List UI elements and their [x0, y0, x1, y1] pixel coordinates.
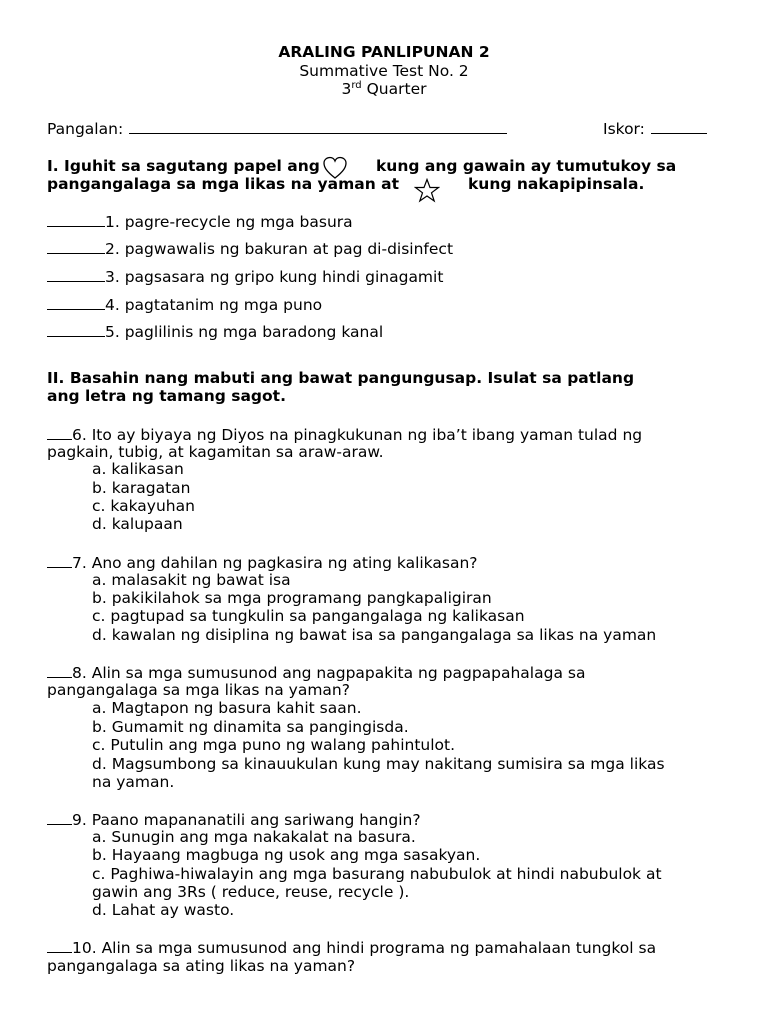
name-field[interactable] — [47, 119, 507, 139]
part1-instr-d: kung nakapipinsala. — [468, 175, 645, 193]
q6-option-c: c. kakayuhan — [92, 497, 195, 515]
q7-option-b: b. pakikilahok sa mga programang pangkapaligiran — [92, 589, 492, 607]
part1-item-4[interactable]: 4. pagtatanim ng mga puno — [47, 295, 322, 315]
score-label: Iskor: — [603, 120, 645, 138]
answer-blank[interactable] — [47, 322, 105, 337]
test-subtitle: Summative Test No. 2 — [299, 62, 469, 80]
answer-blank[interactable] — [47, 239, 105, 254]
q6-option-a: a. kalikasan — [92, 460, 184, 478]
part1-item-1[interactable]: 1. pagre-recycle ng mga basura — [47, 212, 353, 232]
q9-option-b: b. Hayaang magbuga ng usok ang mga sasakyan. — [92, 846, 481, 864]
q8-stem[interactable]: 8. Alin sa mga sumusunod ang nagpapakita ng pagpapahalaga sa — [47, 663, 585, 683]
q6-stem-cont: pagkain, tubig, at kagamitan sa araw-araw. — [47, 443, 384, 461]
part1-instr-a: I. Iguhit sa sagutang papel ang — [47, 157, 320, 175]
quarter-label: 3rd Quarter — [341, 79, 427, 98]
test-title: ARALING PANLIPUNAN 2 — [278, 43, 490, 61]
q9-option-d: d. Lahat ay wasto. — [92, 901, 235, 919]
answer-blank[interactable] — [47, 810, 72, 825]
q8-option-b: b. Gumamit ng dinamita sa pangingisda. — [92, 718, 409, 736]
name-blank[interactable] — [129, 119, 507, 134]
star-icon — [414, 178, 440, 203]
answer-blank[interactable] — [47, 267, 105, 282]
score-blank[interactable] — [651, 119, 707, 134]
score-field[interactable] — [603, 119, 707, 139]
q7-option-a: a. malasakit ng bawat isa — [92, 571, 291, 589]
q6-option-d: d. kalupaan — [92, 515, 183, 533]
q8-option-c: c. Putulin ang mga puno ng walang pahintulot. — [92, 736, 456, 754]
q8-option-d: d. Magsumbong sa kinauukulan kung may nakitang sumisira sa mga likas — [92, 755, 665, 773]
name-label: Pangalan: — [47, 120, 124, 138]
q10-stem[interactable]: 10. Alin sa mga sumusunod ang hindi programa ng pamahalaan tungkol sa — [47, 938, 656, 958]
q6-stem[interactable]: 6. Ito ay biyaya ng Diyos na pinagkukunan ng iba’t ibang yaman tulad ng — [47, 425, 642, 445]
q7-option-c: c. pagtupad sa tungkulin sa pangangalaga ng kalikasan — [92, 607, 525, 625]
part1-item-5[interactable]: 5. paglilinis ng mga baradong kanal — [47, 322, 383, 342]
q7-option-d: d. kawalan ng disiplina ng bawat isa sa pangangalaga sa likas na yaman — [92, 626, 657, 644]
answer-blank[interactable] — [47, 938, 72, 953]
part1-item-2[interactable]: 2. pagwawalis ng bakuran at pag di-disinfect — [47, 239, 453, 259]
answer-blank[interactable] — [47, 663, 72, 678]
q8-option-a: a. Magtapon ng basura kahit saan. — [92, 699, 362, 717]
answer-blank[interactable] — [47, 553, 72, 568]
answer-blank[interactable] — [47, 212, 105, 227]
q9-stem[interactable]: 9. Paano mapananatili ang sariwang hangin? — [47, 810, 421, 830]
part1-instr-c: pangangalaga sa mga likas na yaman at — [47, 175, 400, 193]
q8-option-d-cont: na yaman. — [92, 773, 175, 791]
q6-option-b: b. karagatan — [92, 479, 191, 497]
q8-stem-cont: pangangalaga sa mga likas na yaman? — [47, 681, 350, 699]
q9-option-c-cont: gawin ang 3Rs ( reduce, reuse, recycle ). — [92, 883, 410, 901]
answer-blank[interactable] — [47, 295, 105, 310]
part1-item-3[interactable]: 3. pagsasara ng gripo kung hindi ginagamit — [47, 267, 443, 287]
q9-option-a: a. Sunugin ang mga nakakalat na basura. — [92, 828, 416, 846]
part2-instr-line1: II. Basahin nang mabuti ang bawat pangungusap. Isulat sa patlang — [47, 369, 635, 387]
answer-blank[interactable] — [47, 425, 72, 440]
q7-stem[interactable]: 7. Ano ang dahilan ng pagkasira ng ating kalikasan? — [47, 553, 478, 573]
part2-instr-line2: ang letra ng tamang sagot. — [47, 387, 286, 405]
q9-option-c: c. Paghiwa-hiwalayin ang mga basurang nabubulok at hindi nabubulok at — [92, 865, 662, 883]
part1-instr-b: kung ang gawain ay tumutukoy sa — [376, 157, 677, 175]
q10-stem-cont: pangangalaga sa ating likas na yaman? — [47, 957, 356, 975]
